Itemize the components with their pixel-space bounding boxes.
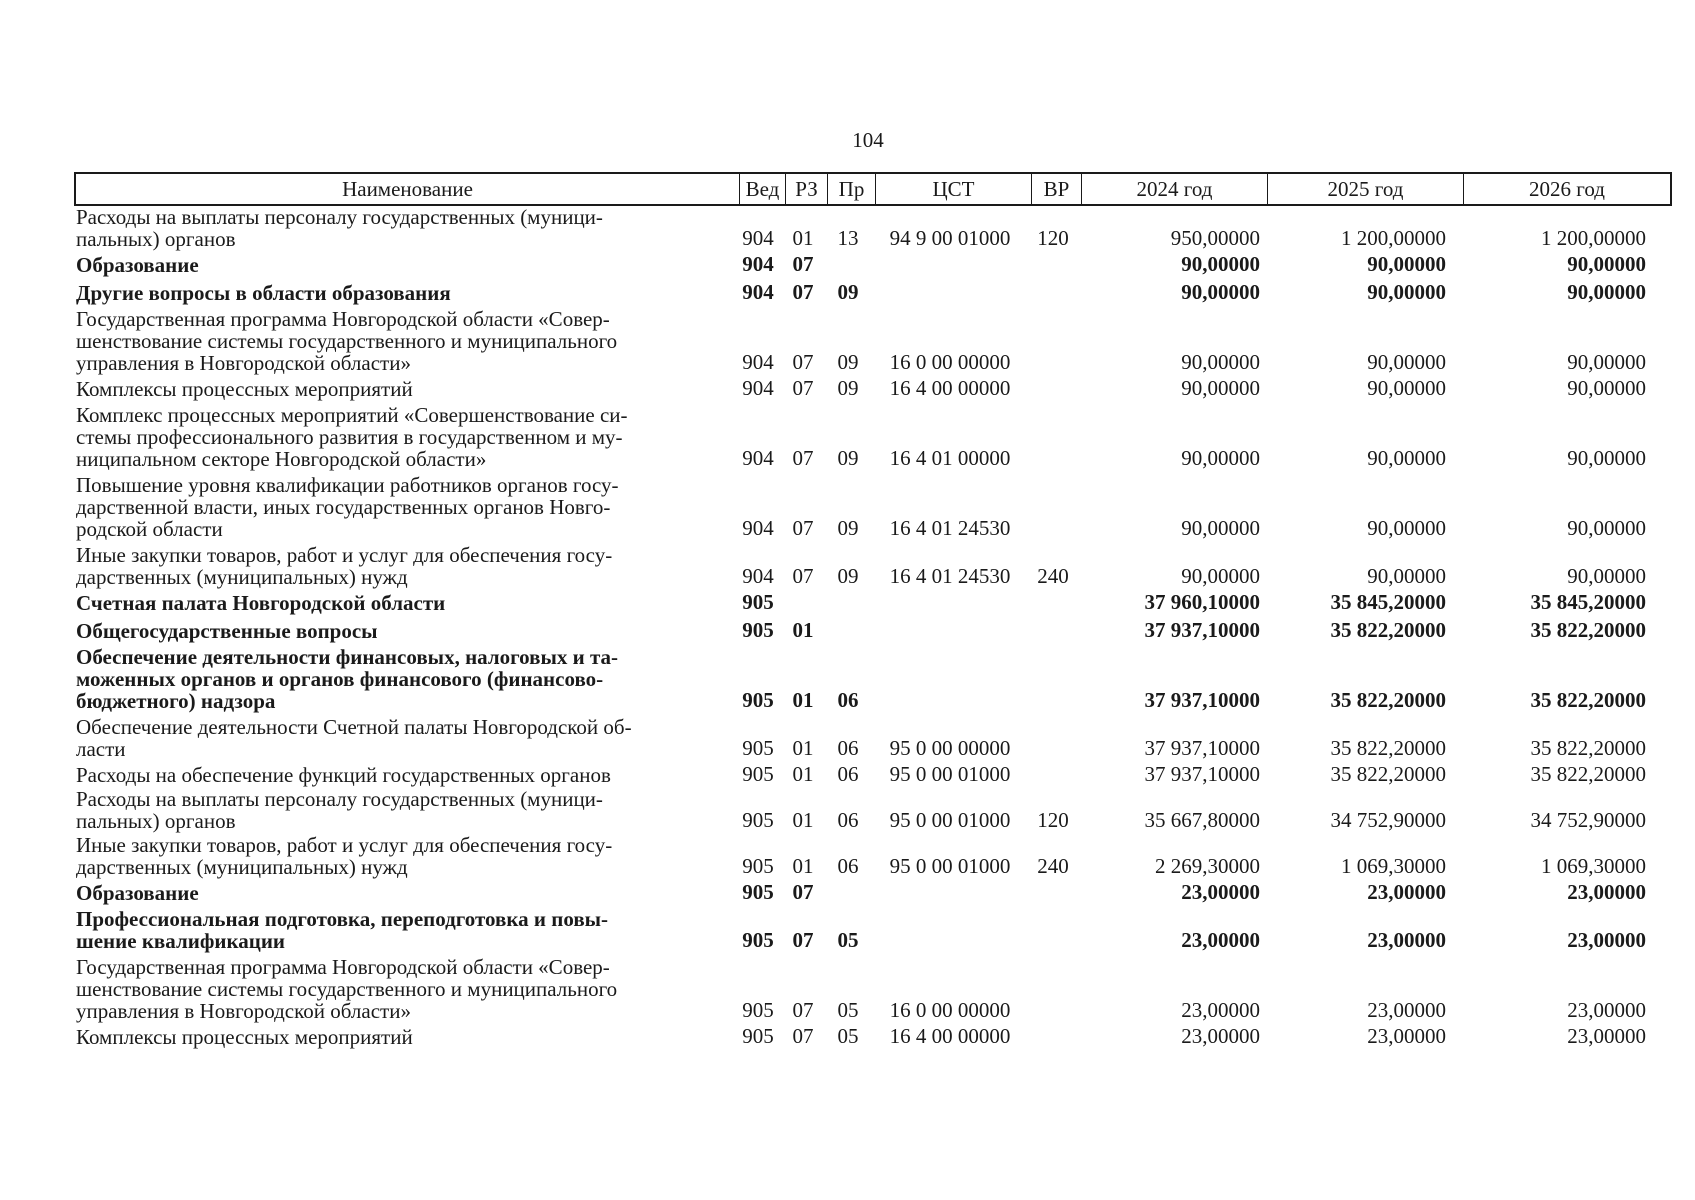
cell-vr: 240 <box>1037 564 1069 588</box>
cell-2024: 90,00000 <box>1181 516 1260 540</box>
cell-2024: 950,00000 <box>1170 226 1260 250</box>
cell-2025: 35 822,20000 <box>1330 736 1446 760</box>
cell-vr: 240 <box>1037 854 1069 878</box>
cell-rz: 07 <box>792 516 814 540</box>
cell-2026: 90,00000 <box>1567 350 1646 374</box>
cell-ved: 905 <box>742 736 774 760</box>
cell-2026: 35 822,20000 <box>1530 736 1646 760</box>
cell-2025: 35 822,20000 <box>1330 688 1446 712</box>
cell-cst: 95 0 00 01000 <box>889 762 1011 786</box>
cell-2025: 90,00000 <box>1367 280 1446 304</box>
cell-ved: 905 <box>742 762 774 786</box>
cell-pr: 09 <box>837 564 859 588</box>
cell-name: Государственная программа Новгородской области «Совер- шенствование системы государственного и муниципального управления в Новгородской области» <box>76 307 618 375</box>
table-body <box>74 206 1674 1048</box>
table-row <box>74 206 1674 250</box>
cell-ved: 905 <box>742 928 774 952</box>
cell-name: Счетная палата Новгородской области <box>76 591 446 615</box>
cell-rz: 07 <box>792 350 814 374</box>
cell-pr: 05 <box>837 998 859 1022</box>
cell-2024: 37 937,10000 <box>1144 762 1260 786</box>
cell-cst: 16 4 01 24530 <box>889 564 1011 588</box>
cell-rz: 07 <box>792 280 814 304</box>
cell-2026: 90,00000 <box>1567 280 1646 304</box>
table-row <box>74 404 1674 470</box>
cell-name: Другие вопросы в области образования <box>76 281 451 305</box>
cell-2026: 90,00000 <box>1567 376 1646 400</box>
cell-ved: 904 <box>742 350 774 374</box>
cell-name: Повышение уровня квалификации работников органов госу- дарственной власти, иных государственных органов Новго- родской области <box>76 473 619 541</box>
table-row <box>74 762 1674 786</box>
cell-pr: 05 <box>837 928 859 952</box>
cell-cst: 95 0 00 01000 <box>889 808 1011 832</box>
cell-cst: 16 4 01 24530 <box>889 516 1011 540</box>
cell-2026: 23,00000 <box>1567 1024 1646 1048</box>
cell-2025: 23,00000 <box>1367 880 1446 904</box>
header-pr: Пр <box>828 174 876 204</box>
cell-2024: 35 667,80000 <box>1144 808 1260 832</box>
cell-2024: 90,00000 <box>1181 350 1260 374</box>
cell-ved: 904 <box>742 446 774 470</box>
cell-2024: 90,00000 <box>1181 280 1260 304</box>
cell-2024: 90,00000 <box>1181 376 1260 400</box>
table-row <box>74 908 1674 952</box>
cell-2025: 1 200,00000 <box>1341 226 1446 250</box>
cell-2025: 23,00000 <box>1367 998 1446 1022</box>
cell-ved: 905 <box>742 854 774 878</box>
cell-name: Обеспечение деятельности Счетной палаты Новгородской об- ласти <box>76 715 632 761</box>
table-row <box>74 544 1674 588</box>
cell-pr: 06 <box>837 854 859 878</box>
cell-name: Расходы на обеспечение функций государственных органов <box>76 763 611 787</box>
cell-2026: 23,00000 <box>1567 998 1646 1022</box>
cell-rz: 07 <box>792 376 814 400</box>
cell-2025: 35 822,20000 <box>1330 618 1446 642</box>
cell-2025: 90,00000 <box>1367 252 1446 276</box>
cell-rz: 07 <box>792 998 814 1022</box>
header-2024: 2024 год <box>1082 174 1268 204</box>
cell-2026: 23,00000 <box>1567 880 1646 904</box>
cell-2026: 35 822,20000 <box>1530 762 1646 786</box>
table-row <box>74 280 1674 304</box>
cell-name: Обеспечение деятельности финансовых, налоговых и та- моженных органов и органов финансового (финансово- бюджетного) надзора <box>76 645 619 713</box>
cell-2025: 90,00000 <box>1367 516 1446 540</box>
cell-2024: 37 960,10000 <box>1144 590 1260 614</box>
table-header <box>74 172 1672 206</box>
cell-2024: 90,00000 <box>1181 446 1260 470</box>
cell-rz: 07 <box>792 1024 814 1048</box>
header-vr: ВР <box>1032 174 1082 204</box>
cell-name: Профессиональная подготовка, переподготовка и повы- шение квалификации <box>76 907 609 953</box>
cell-2024: 23,00000 <box>1181 1024 1260 1048</box>
table-row <box>74 252 1674 276</box>
cell-name: Комплексы процессных мероприятий <box>76 377 413 401</box>
cell-ved: 904 <box>742 280 774 304</box>
table-row <box>74 618 1674 642</box>
table-row <box>74 834 1674 878</box>
cell-rz: 07 <box>792 928 814 952</box>
cell-cst: 95 0 00 00000 <box>889 736 1011 760</box>
cell-pr: 06 <box>837 762 859 786</box>
cell-pr: 09 <box>837 446 859 470</box>
cell-ved: 905 <box>742 1024 774 1048</box>
header-cst: ЦСТ <box>876 174 1032 204</box>
cell-2025: 90,00000 <box>1367 376 1446 400</box>
cell-pr: 09 <box>837 516 859 540</box>
table-row <box>74 646 1674 712</box>
cell-pr: 06 <box>837 688 859 712</box>
table-row <box>74 788 1674 832</box>
cell-2026: 23,00000 <box>1567 928 1646 952</box>
cell-ved: 905 <box>742 808 774 832</box>
table-row <box>74 956 1674 1022</box>
table-row <box>74 880 1674 904</box>
cell-rz: 01 <box>792 618 814 642</box>
cell-2025: 35 822,20000 <box>1330 762 1446 786</box>
cell-name: Комплекс процессных мероприятий «Совершенствование си- стемы профессионального развития в государственном и му- ниципальном секторе Новгородской области» <box>76 403 628 471</box>
cell-cst: 16 0 00 00000 <box>889 998 1011 1022</box>
cell-cst: 16 4 01 00000 <box>889 446 1011 470</box>
cell-pr: 06 <box>837 808 859 832</box>
cell-pr: 09 <box>837 350 859 374</box>
cell-rz: 07 <box>792 252 814 276</box>
cell-name: Образование <box>76 253 199 277</box>
cell-cst: 16 4 00 00000 <box>889 1024 1011 1048</box>
cell-cst: 94 9 00 01000 <box>889 226 1011 250</box>
header-ved: Вед <box>740 174 786 204</box>
cell-rz: 01 <box>792 688 814 712</box>
cell-2026: 35 822,20000 <box>1530 688 1646 712</box>
header-rz: РЗ <box>786 174 828 204</box>
cell-2025: 35 845,20000 <box>1330 590 1446 614</box>
cell-2024: 23,00000 <box>1181 998 1260 1022</box>
cell-rz: 07 <box>792 446 814 470</box>
cell-pr: 05 <box>837 1024 859 1048</box>
cell-cst: 16 4 00 00000 <box>889 376 1011 400</box>
cell-ved: 904 <box>742 516 774 540</box>
cell-ved: 905 <box>742 618 774 642</box>
header-2026: 2026 год <box>1529 176 1605 201</box>
cell-ved: 905 <box>742 998 774 1022</box>
cell-name: Иные закупки товаров, работ и услуг для обеспечения госу- дарственных (муниципальных) нужд <box>76 833 613 879</box>
cell-2026: 90,00000 <box>1567 252 1646 276</box>
cell-rz: 01 <box>792 762 814 786</box>
cell-rz: 01 <box>792 736 814 760</box>
page-number: 104 <box>852 128 884 152</box>
cell-ved: 904 <box>742 252 774 276</box>
cell-name: Образование <box>76 881 199 905</box>
cell-2025: 23,00000 <box>1367 1024 1446 1048</box>
cell-vr: 120 <box>1037 808 1069 832</box>
cell-rz: 07 <box>792 880 814 904</box>
cell-rz: 01 <box>792 226 814 250</box>
cell-2024: 23,00000 <box>1181 880 1260 904</box>
cell-ved: 904 <box>742 564 774 588</box>
table-row <box>74 716 1674 760</box>
cell-ved: 905 <box>742 880 774 904</box>
table-row <box>74 376 1674 400</box>
cell-2024: 90,00000 <box>1181 252 1260 276</box>
table-row <box>74 308 1674 374</box>
header-2025: 2025 год <box>1268 174 1464 204</box>
cell-name: Общегосударственные вопросы <box>76 619 378 643</box>
cell-cst: 95 0 00 01000 <box>889 854 1011 878</box>
cell-name: Иные закупки товаров, работ и услуг для обеспечения госу- дарственных (муниципальных) нужд <box>76 543 613 589</box>
table-row <box>74 474 1674 540</box>
cell-ved: 904 <box>742 376 774 400</box>
cell-2026: 35 822,20000 <box>1530 618 1646 642</box>
cell-2024: 2 269,30000 <box>1155 854 1260 878</box>
cell-name: Государственная программа Новгородской области «Совер- шенствование системы государственного и муниципального управления в Новгородской области» <box>76 955 618 1023</box>
cell-pr: 09 <box>837 280 859 304</box>
cell-2025: 34 752,90000 <box>1330 808 1446 832</box>
cell-2026: 90,00000 <box>1567 564 1646 588</box>
cell-2026: 1 200,00000 <box>1541 226 1646 250</box>
cell-2025: 90,00000 <box>1367 564 1446 588</box>
header-name: Наименование <box>76 174 740 204</box>
cell-2024: 23,00000 <box>1181 928 1260 952</box>
table-row <box>74 1024 1674 1048</box>
cell-ved: 905 <box>742 688 774 712</box>
cell-2024: 37 937,10000 <box>1144 618 1260 642</box>
cell-2026: 90,00000 <box>1567 516 1646 540</box>
cell-rz: 07 <box>792 564 814 588</box>
cell-2025: 1 069,30000 <box>1341 854 1446 878</box>
cell-name: Расходы на выплаты персоналу государственных (муници- пальных) органов <box>76 205 603 251</box>
cell-cst: 16 0 00 00000 <box>889 350 1011 374</box>
cell-2024: 90,00000 <box>1181 564 1260 588</box>
cell-2024: 37 937,10000 <box>1144 688 1260 712</box>
cell-ved: 904 <box>742 226 774 250</box>
cell-pr: 13 <box>837 226 859 250</box>
cell-2026: 34 752,90000 <box>1530 808 1646 832</box>
cell-rz: 01 <box>792 854 814 878</box>
cell-pr: 09 <box>837 376 859 400</box>
cell-2026: 1 069,30000 <box>1541 854 1646 878</box>
cell-rz: 01 <box>792 808 814 832</box>
cell-pr: 06 <box>837 736 859 760</box>
cell-ved: 905 <box>742 590 774 614</box>
cell-2025: 90,00000 <box>1367 350 1446 374</box>
cell-2024: 37 937,10000 <box>1144 736 1260 760</box>
table-row <box>74 590 1674 614</box>
cell-name: Комплексы процессных мероприятий <box>76 1025 413 1049</box>
cell-2026: 35 845,20000 <box>1530 590 1646 614</box>
cell-2026: 90,00000 <box>1567 446 1646 470</box>
cell-2025: 90,00000 <box>1367 446 1446 470</box>
cell-2025: 23,00000 <box>1367 928 1446 952</box>
cell-vr: 120 <box>1037 226 1069 250</box>
cell-name: Расходы на выплаты персоналу государственных (муници- пальных) органов <box>76 787 603 833</box>
